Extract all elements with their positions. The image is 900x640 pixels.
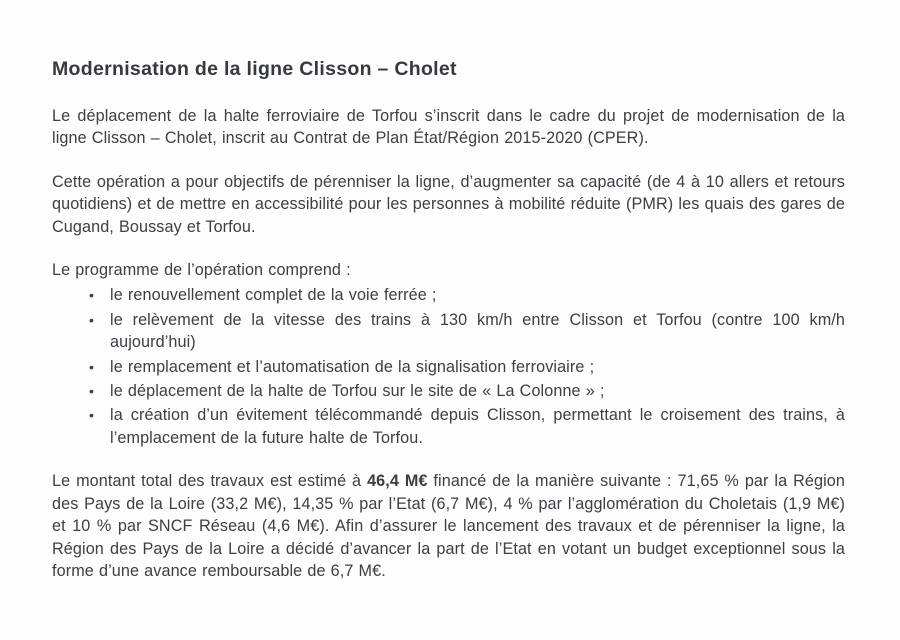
page-title: Modernisation de la ligne Clisson – Cholet <box>52 58 457 80</box>
paragraph-context-cper: Le déplacement de la halte ferroviaire de Torfou s’inscrit dans le cadre du projet de modernisation de la ligne Clisson – Cholet, inscrit au Contrat de Plan État/Région 2015-2020 (CPER). <box>52 107 845 148</box>
financing-text-after: financé de la manière suivante : 71,65 % par la Région des Pays de la Loire (33,2 M€), 14,35 % par l’Etat (6,7 M€), 4 % par l’agglomération du Choletais (1,9 M€) et 10 % par SNCF Réseau (4,6 M€). Afin d’assurer le lancement des travaux et de pérenniser la ligne, la Région des Pays de la Loire a décidé d’avancer la part de l’Etat en votant un budget exceptionnel sous la forme d’une avance remboursable de 6,7 M€. <box>52 472 845 580</box>
list-item <box>52 404 845 449</box>
bullet-icon: • <box>89 358 95 375</box>
list-item-text: le renouvellement complet de la voie ferrée ; <box>110 286 437 305</box>
list-item <box>52 380 845 402</box>
list-item <box>52 309 845 354</box>
list-item <box>52 284 845 306</box>
bullet-icon: • <box>89 383 95 400</box>
list-item-text: le déplacement de la halte de Torfou sur le site de « La Colonne » ; <box>110 382 605 401</box>
financing-text-before: Le montant total des travaux est estimé à <box>52 472 368 491</box>
paragraph-financing <box>52 470 845 582</box>
bullet-icon: • <box>89 311 95 328</box>
bullet-icon: • <box>89 407 95 424</box>
program-list <box>52 284 845 449</box>
bullet-icon: • <box>89 287 95 304</box>
list-item-text: la création d’un évitement télécommandé depuis Clisson, permettant le croisement des trains, à l’emplacement de la future halte de Torfou. <box>110 406 845 447</box>
list-intro: Le programme de l’opération comprend : <box>52 261 351 280</box>
paragraph-objectives: Cette opération a pour objectifs de pérenniser la ligne, d’augmenter sa capacité (de 4 à 10 allers et retours quotidiens) et de mettre en accessibilité pour les personnes à mobilité réduite (PMR) les quais des gares de Cugand, Boussay et Torfou. <box>52 172 845 236</box>
total-amount: 46,4 M€ <box>367 472 428 491</box>
list-item <box>52 356 845 378</box>
list-item-text: le remplacement et l’automatisation de la signalisation ferroviaire ; <box>110 357 595 376</box>
list-item-text: le relèvement de la vitesse des trains à 130 km/h entre Clisson et Torfou (contre 100 km/h aujourd’hui) <box>110 310 845 352</box>
